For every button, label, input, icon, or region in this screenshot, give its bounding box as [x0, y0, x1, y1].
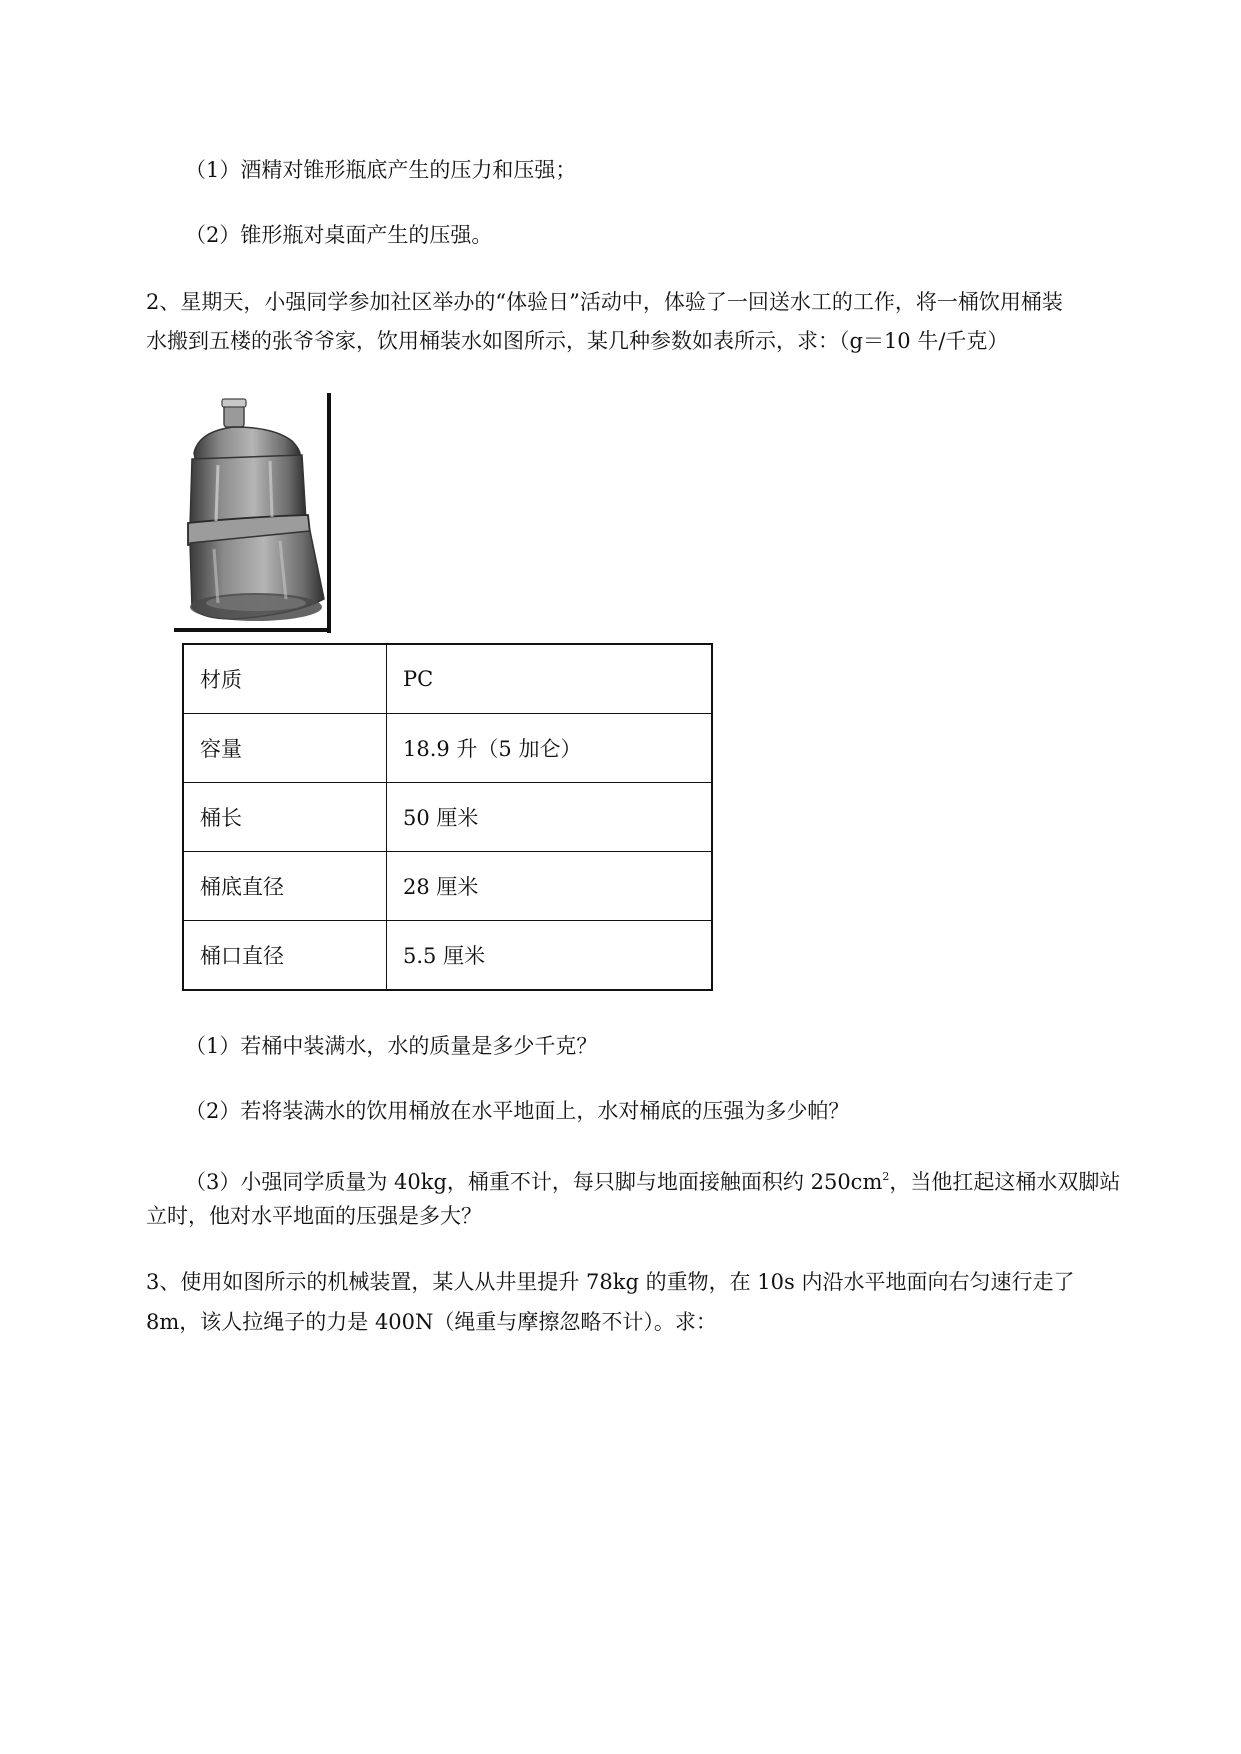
param-value: 5.5 厘米	[387, 921, 713, 991]
param-value: 50 厘米	[387, 783, 713, 852]
table-row	[183, 714, 712, 783]
param-name: 桶底直径	[183, 852, 387, 921]
table-row	[183, 644, 712, 714]
q1-part-2: （2）锥形瓶对桌面产生的压强。	[185, 223, 493, 247]
q2-sub-3-text-a: （3）小强同学质量为 40kg，桶重不计，每只脚与地面接触面积约 250cm	[185, 1170, 883, 1194]
q2-sub-2: （2）若将装满水的饮用桶放在水平地面上，水对桶底的压强为多少帕？	[185, 1099, 850, 1123]
q2-sub-3-line-2: 立时，他对水平地面的压强是多大？	[146, 1204, 482, 1228]
param-name: 桶口直径	[183, 921, 387, 991]
q1-part-1: （1）酒精对锥形瓶底产生的压力和压强；	[185, 158, 577, 182]
q3-text-line-1: 3、使用如图所示的机械装置，某人从井里提升 78kg 的重物，在 10s 内沿水平地面向右匀速行走了	[146, 1270, 1075, 1294]
q3-text-line-2: 8m，该人拉绳子的力是 400N（绳重与摩擦忽略不计）。求：	[146, 1310, 717, 1334]
q2-text-line-1: 2、星期天，小强同学参加社区举办的“体验日”活动中，体验了一回送水工的工作，将一桶饮用桶装	[146, 290, 1063, 314]
table-row	[183, 921, 712, 991]
param-value: 28 厘米	[387, 852, 713, 921]
water-bucket-illustration	[174, 393, 334, 633]
q2-sub-1: （1）若桶中装满水，水的质量是多少千克？	[185, 1034, 598, 1058]
param-value: PC	[387, 644, 713, 714]
param-name: 材质	[183, 644, 387, 714]
superscript-2: 2	[882, 1170, 890, 1183]
table-row	[183, 852, 712, 921]
q2-sub-3-line-1	[185, 1162, 1120, 1197]
q2-sub-3-text-b: ，当他扛起这桶水双脚站	[889, 1170, 1121, 1194]
q2-text-line-2: 水搬到五楼的张爷爷家，饮用桶装水如图所示，某几种参数如表所示，求：（g＝10 牛/千克）	[146, 329, 1009, 353]
param-name: 容量	[183, 714, 387, 783]
param-name: 桶长	[183, 783, 387, 852]
table-row	[183, 783, 712, 852]
water-bucket-photo	[174, 393, 334, 633]
bucket-parameters-table	[182, 643, 713, 991]
param-value: 18.9 升（5 加仑）	[387, 714, 713, 783]
